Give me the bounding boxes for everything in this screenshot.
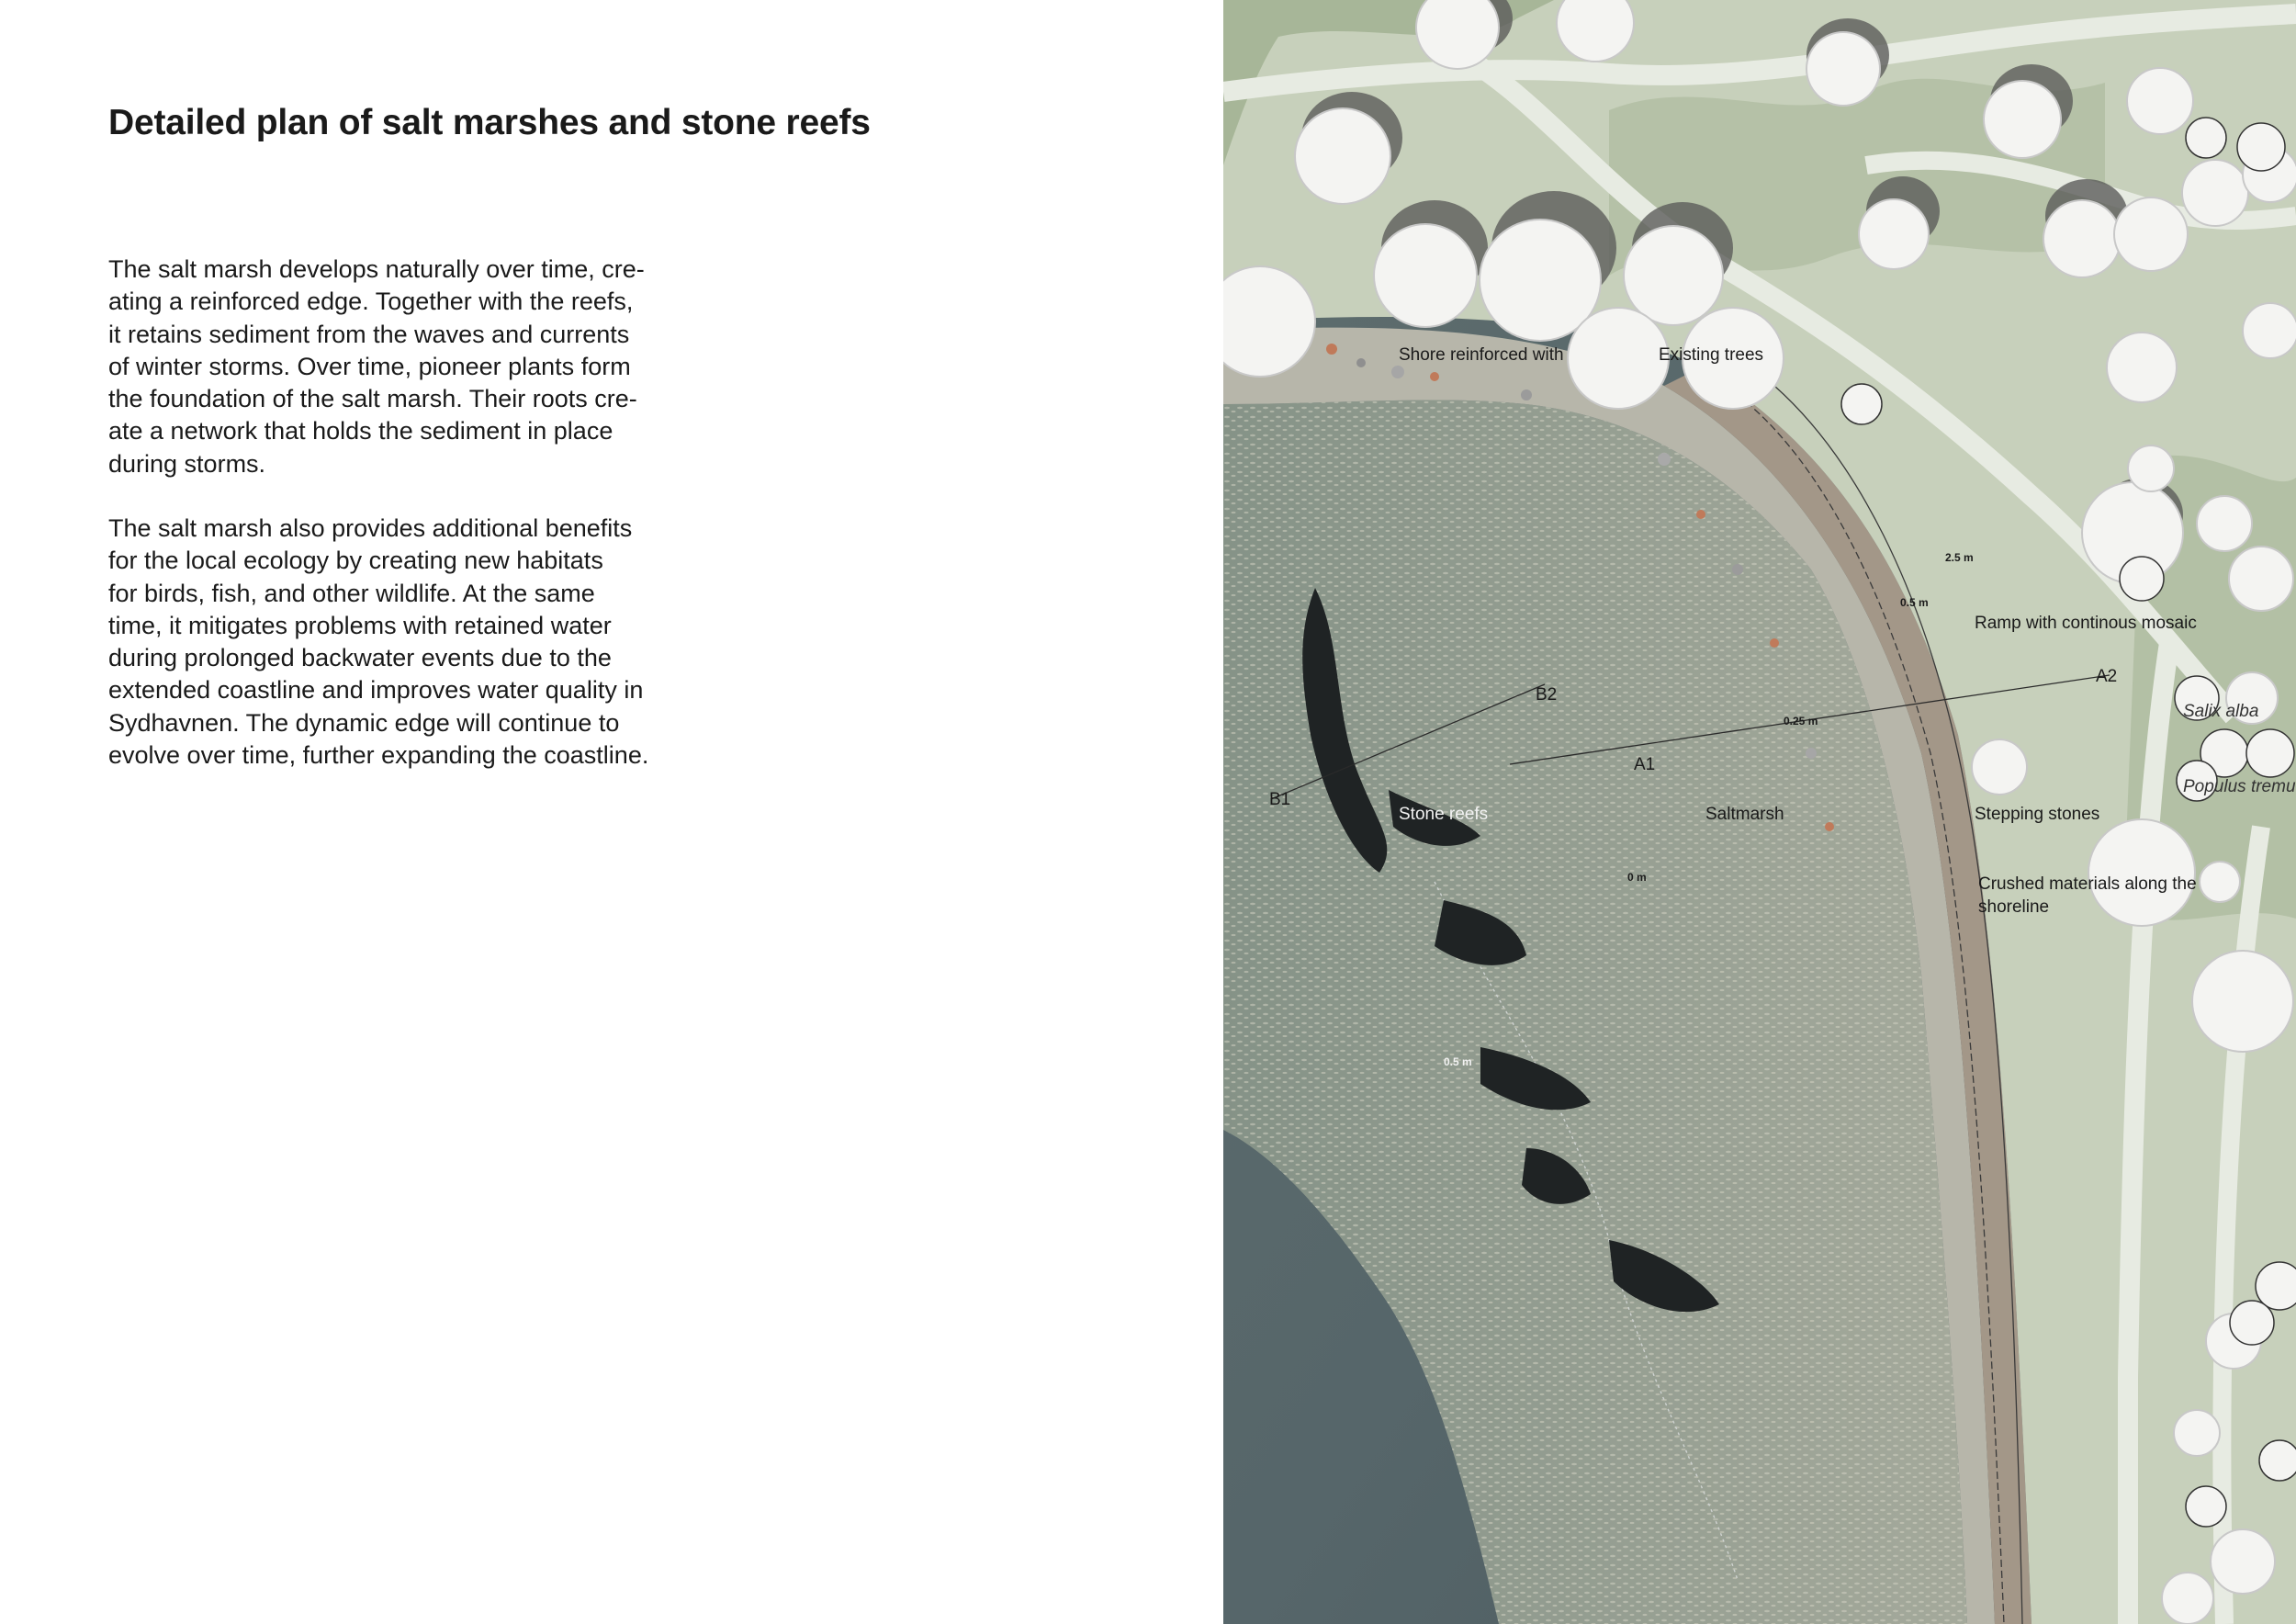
paragraph-2 (108, 513, 715, 772)
page-title: Detailed plan of salt marshes and stone reefs (108, 103, 871, 142)
tree (1568, 308, 1669, 409)
paragraph-line: evolve over time, further expanding the coastline. (108, 741, 649, 770)
tree (2211, 1529, 2275, 1594)
tree (2114, 197, 2188, 271)
paragraph-line: time, it mitigates problems with retained water (108, 611, 612, 639)
tree (2243, 303, 2296, 358)
tree (2200, 862, 2240, 902)
paragraph-line: it retains sediment from the waves and currents (108, 320, 630, 348)
label-stone-reefs: Stone reefs (1399, 805, 1489, 824)
tree (2192, 951, 2293, 1052)
tree (2229, 547, 2293, 611)
paragraph-line: The salt marsh develops naturally over time, cre- (108, 255, 645, 283)
paragraph-1 (108, 254, 715, 480)
paragraph-line: ating a reinforced edge. Together with the reefs, (108, 288, 634, 316)
tree (2088, 819, 2195, 926)
paragraph-line: Sydhavnen. The dynamic edge will continue to (108, 708, 620, 737)
paragraph-line: ate a network that holds the sediment in place (108, 417, 613, 445)
tree (2174, 1410, 2220, 1456)
paragraph-line: the foundation of the salt marsh. Their roots cre- (108, 385, 637, 413)
tree (2182, 160, 2248, 226)
section-marker-a1: A1 (1634, 755, 1656, 774)
label-crushed-materials: Crushed materials along the (1978, 874, 2197, 894)
tree (2127, 68, 2193, 134)
label-stepping-stones: Stepping stones (1975, 805, 2100, 824)
label-saltmarsh: Saltmarsh (1705, 805, 1784, 824)
tree (1972, 739, 2027, 795)
label-salix-alba: Salix alba (2183, 702, 2259, 721)
tree (2197, 496, 2252, 551)
site-plan-map (1223, 0, 2296, 1624)
paragraph-line: during storms. (108, 449, 266, 478)
paragraph-line: for birds, fish, and other wildlife. At the same (108, 579, 595, 607)
tree (2162, 1573, 2213, 1624)
level-label: 0.25 m (1784, 715, 1818, 727)
level-label: 0 m (1627, 871, 1647, 884)
label-crushed-materials-2: shoreline (1978, 897, 2050, 917)
section-marker-b2: B2 (1536, 685, 1558, 705)
label-populus-tremula: Populus tremu (2183, 777, 2296, 796)
label-ramp: Ramp with continous mosaic (1975, 614, 2197, 633)
paragraph-line: of winter storms. Over time, pioneer plants form (108, 352, 631, 380)
paragraph-line: extended coastline and improves water quality in (108, 676, 644, 705)
tree (2107, 333, 2177, 402)
section-marker-b1: B1 (1269, 790, 1291, 809)
level-label: 2.5 m (1945, 551, 1974, 564)
label-shore-reinforced: Shore reinforced with (1399, 345, 1564, 365)
paragraph-line: for the local ecology by creating new habitats (108, 547, 603, 575)
paragraph-line: The salt marsh also provides additional benefits (108, 514, 633, 542)
level-label: 0.5 m (1900, 596, 1929, 609)
level-label: 0.5 m (1444, 1055, 1472, 1068)
label-existing-trees: Existing trees (1659, 345, 1764, 365)
tree (2128, 445, 2174, 491)
section-marker-a2: A2 (2096, 667, 2118, 686)
paragraph-line: during prolonged backwater events due to the (108, 644, 612, 672)
